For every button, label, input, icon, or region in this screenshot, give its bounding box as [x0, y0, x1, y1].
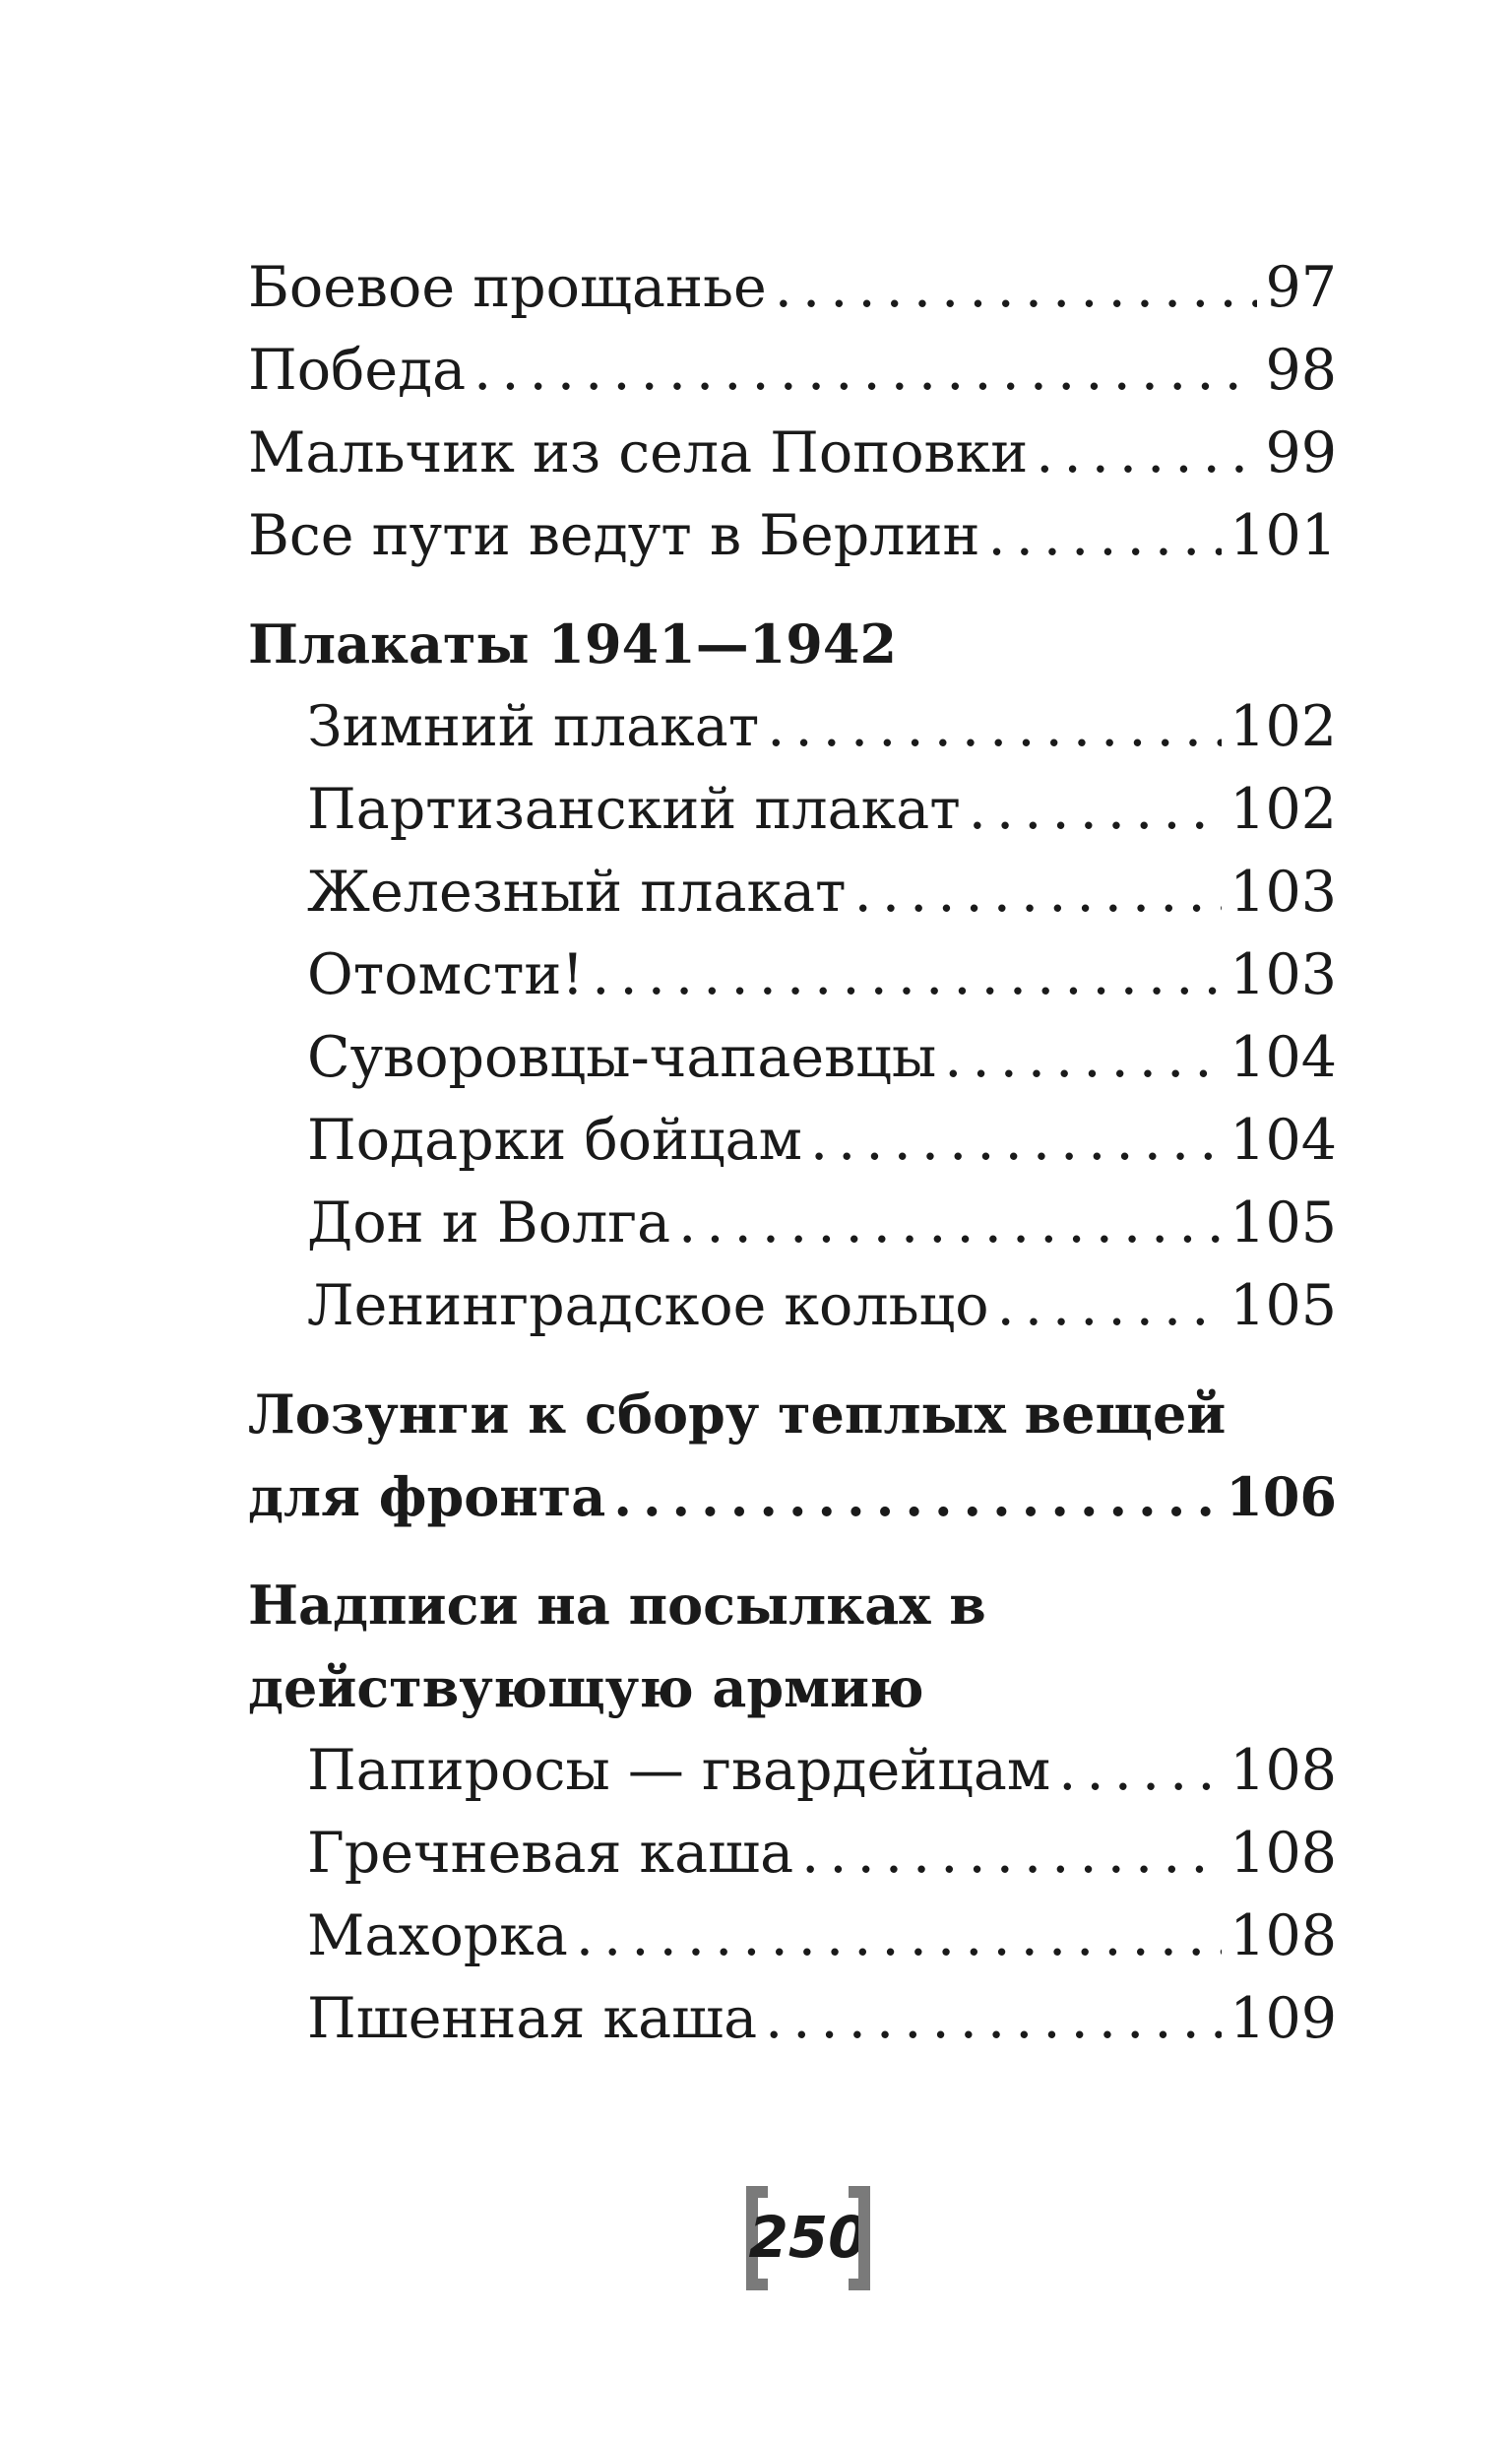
toc-entry[interactable] — [248, 412, 1337, 494]
toc-entry-title: Боевое прощанье — [248, 255, 767, 320]
toc-entry[interactable] — [248, 1264, 1337, 1347]
toc-entry[interactable] — [248, 329, 1337, 412]
toc-entry-title: Отомсти! — [307, 942, 585, 1007]
spacer — [248, 577, 1337, 603]
dot-leader — [613, 1455, 1218, 1538]
toc-entry-page: 102 — [1229, 777, 1337, 842]
toc-entry-page: 99 — [1265, 420, 1337, 485]
toc-entry-title: Пшенная каша — [307, 1986, 758, 2051]
toc-entry[interactable] — [248, 685, 1337, 768]
toc-entry-title: Партизанский плакат — [307, 777, 961, 842]
toc-entry-title: Победа — [248, 338, 467, 403]
toc-entry[interactable] — [248, 1895, 1337, 1977]
section-heading-slogans: Лозунги к сбору теплых вещей — [248, 1382, 1227, 1446]
toc-entry-page: 105 — [1229, 1190, 1337, 1255]
toc-entry-title: Мальчик из села Поповки — [248, 420, 1029, 485]
toc-entry-page: 108 — [1229, 1903, 1337, 1968]
toc-entry-title: Зимний плакат — [307, 694, 760, 759]
spacer — [248, 1347, 1337, 1373]
dot-leader — [969, 768, 1222, 851]
dot-leader — [944, 1016, 1222, 1099]
page-number-folio — [746, 2186, 870, 2290]
toc-entry-page: 98 — [1265, 338, 1337, 403]
dot-leader — [801, 1812, 1222, 1895]
dot-leader — [473, 329, 1257, 412]
toc-entry[interactable] — [248, 1977, 1337, 2060]
toc-entry-title: Все пути ведут в Берлин — [248, 503, 980, 568]
dot-leader — [775, 246, 1258, 329]
dot-leader — [810, 1099, 1222, 1182]
dot-leader — [987, 494, 1222, 577]
page-number: 250 — [748, 2204, 868, 2271]
toc-entry[interactable] — [248, 1812, 1337, 1895]
spacer — [248, 1538, 1337, 1564]
toc-entry[interactable] — [248, 933, 1337, 1016]
toc-entry[interactable] — [248, 246, 1337, 329]
toc-entry-page: 102 — [1229, 694, 1337, 759]
toc-entry-title: Железный плакат — [307, 860, 847, 925]
toc-entry-title: Папиросы — гвардейцам — [307, 1738, 1051, 1803]
toc-entry-page: 106 — [1226, 1465, 1337, 1528]
toc-entry-title: Гречневая каша — [307, 1821, 794, 1886]
section-heading-parcels: Надписи на посылках в — [248, 1574, 986, 1637]
toc-entry-page: 104 — [1229, 1025, 1337, 1090]
dot-leader — [1058, 1729, 1222, 1812]
dot-leader — [592, 933, 1222, 1016]
toc-entry[interactable] — [248, 1729, 1337, 1812]
toc-entry-page: 108 — [1229, 1821, 1337, 1886]
toc-entry[interactable] — [248, 1182, 1337, 1264]
toc-entry[interactable] — [248, 1099, 1337, 1182]
toc-entry[interactable] — [248, 1016, 1337, 1099]
dot-leader — [576, 1895, 1222, 1977]
toc-entry-page: 108 — [1229, 1738, 1337, 1803]
dot-leader — [1036, 412, 1257, 494]
toc-entry-page: 101 — [1229, 503, 1337, 568]
dot-leader — [997, 1264, 1223, 1347]
section-heading-parcels-cont: действующую армию — [248, 1656, 924, 1719]
toc-entry[interactable] — [248, 768, 1337, 851]
dot-leader — [678, 1182, 1222, 1264]
right-bracket-icon — [849, 2186, 870, 2290]
toc-entry-page: 103 — [1229, 942, 1337, 1007]
table-of-contents — [248, 246, 1337, 2060]
dot-leader — [854, 851, 1223, 933]
toc-entry-page: 103 — [1229, 860, 1337, 925]
toc-entry[interactable] — [248, 1455, 1337, 1538]
dot-leader — [765, 1977, 1222, 2060]
toc-entry-page: 97 — [1265, 255, 1337, 320]
toc-entry-title: Суворовцы-чапаевцы — [307, 1025, 937, 1090]
toc-entry-page: 104 — [1229, 1108, 1337, 1173]
toc-entry-title: Ленинградское кольцо — [307, 1273, 989, 1338]
toc-entry[interactable] — [248, 494, 1337, 577]
toc-entry-title: Махорка — [307, 1903, 568, 1968]
toc-entry[interactable] — [248, 851, 1337, 933]
toc-entry-title: для фронта — [248, 1465, 606, 1528]
section-heading-posters: Плакаты 1941—1942 — [248, 612, 898, 675]
toc-entry-page: 105 — [1229, 1273, 1337, 1338]
dot-leader — [767, 685, 1222, 768]
toc-entry-page: 109 — [1229, 1986, 1337, 2051]
toc-entry-title: Дон и Волга — [307, 1190, 671, 1255]
toc-entry-title: Подарки бойцам — [307, 1108, 802, 1173]
